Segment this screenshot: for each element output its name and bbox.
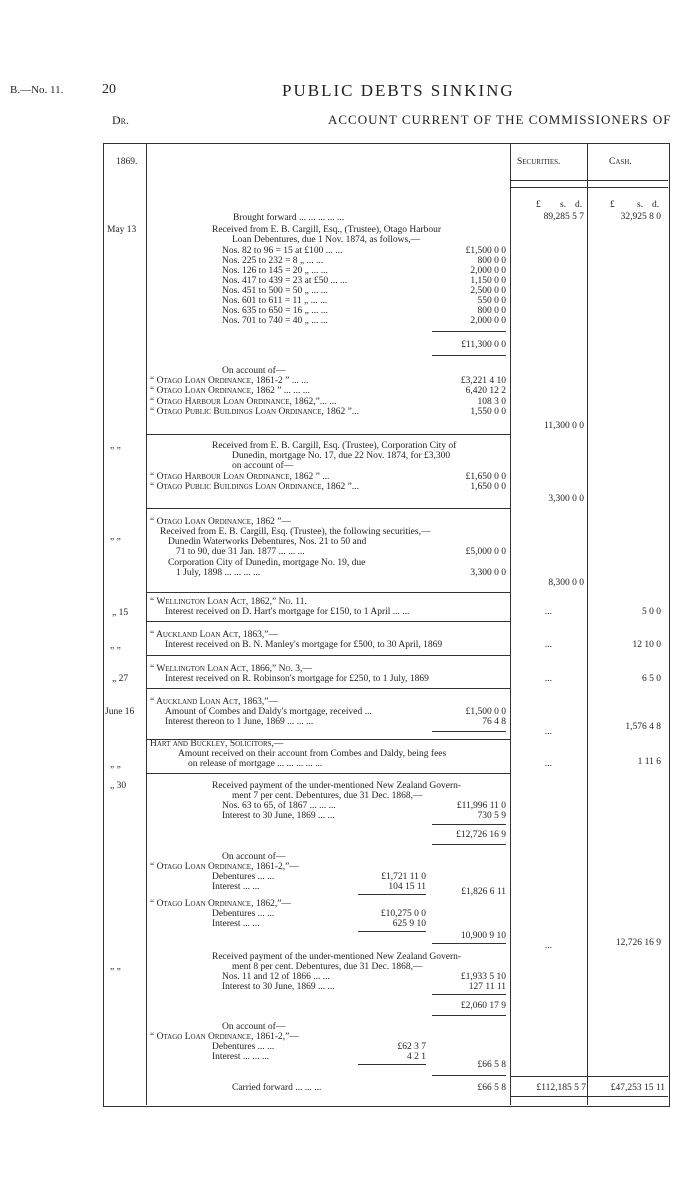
debentures-label: Debentures ... ... [212,909,275,919]
entry-text: Amount received on their account from Combes and Daldy, being fees [178,749,447,759]
debenture-amount: 800 0 0 [477,256,506,266]
debenture-total: £11,300 0 0 [461,340,506,350]
ordinance-line: “ Otago Harbour Loan Ordinance, 1862,”... ... [150,397,337,407]
entry-text: Received from E. B. Cargill, Esq. (Trustee), Corporation City of [212,441,457,451]
entry-text: Loan Debentures, due 1 Nov. 1874, as follows,— [232,235,421,245]
carried-forward-amount: £66 5 8 [477,1083,506,1093]
year-header: 1869. [116,157,138,167]
debenture-line: Nos. 126 to 145 = 20 „ ... ... [222,266,328,276]
row-date: „ 30 [110,781,127,791]
ordinance-amount: 108 3 0 [477,397,506,407]
debenture-amount: 2,000 0 0 [470,316,506,326]
subtotal-rule [432,1075,506,1076]
ordinance-line: “ Otago Loan Ordinance, 1861-2,”— [150,862,299,872]
ordinance-line: “ Otago Loan Ordinance, 1861-2 ” ... ... [150,376,309,386]
row-date: „ 27 [112,674,129,684]
interest-amount: 104 15 11 [388,882,426,892]
entry-text: Dunedin, mortgage No. 17, due 22 Nov. 1874, for £3,300 [232,451,451,461]
ordinance-amount: £1,650 0 0 [465,472,506,482]
entry-text: Received payment of the under-mentioned New Zealand Govern- [212,952,462,962]
act-line: “ Auckland Loan Act, 1863,”— [150,630,278,640]
entry-text: ment 7 per cent. Debentures, due 31 Dec. 1868,— [232,791,423,801]
entry-separator [147,621,510,622]
interest-amount: 127 11 11 [468,982,506,992]
page-title: PUBLIC DEBTS SINKING [282,81,515,100]
debenture-amount: 2,500 0 0 [470,286,506,296]
debenture-line: Nos. 601 to 611 = 11 „ ... ... [222,296,328,306]
subtotal-rule [358,894,426,895]
entry-text: on account of— [232,461,294,471]
ordinance-amount: 1,650 0 0 [470,482,506,492]
payment-total: £2,060 17 9 [460,1001,506,1011]
cash-pence-label: d. [652,200,660,210]
debit-label: Dr. [112,113,130,127]
entry-text: 1 July, 1898 ... ... ... ... [176,568,261,578]
row-date: June 16 [105,707,135,717]
interest-label: Interest ... ... [212,882,260,892]
ordinance-line: “ Otago Loan Ordinance, 1862,”— [150,899,291,909]
row-securities-amount: ... [544,640,552,650]
on-account-label: On account of— [222,366,286,376]
security-amount: £5,000 0 0 [465,547,506,557]
entry-text: Nos. 11 and 12 of 1866 ... ... [222,972,330,982]
row-securities-amount: ... [544,727,552,737]
carried-forward-cash: £47,253 15 11 [610,1083,665,1093]
row-securities-amount: 11,300 0 0 [543,421,584,431]
row-cash-amount: 6 5 0 [642,674,661,684]
entry-text: Received from E. B. Cargill, Esq. (Trustee), the following securities,— [160,527,431,537]
entry-text: Nos. 63 to 65, of 1867 ... ... ... [222,801,336,811]
securities-pound-label: £ [536,200,541,210]
entry-separator [147,773,510,774]
subtotal-rule [432,331,506,332]
row-securities-amount: ... [544,674,552,684]
column-header-rule [510,180,668,181]
entry-separator [147,688,510,689]
entry-text: Interest to 30 June, 1869 ... ... [222,811,335,821]
debentures-amount: £62 3 7 [397,1042,426,1052]
entry-text: Dunedin Waterworks Debentures, Nos. 21 to 50 and [168,537,367,547]
debenture-amount: £1,933 5 10 [460,972,506,982]
date-column-divider [146,143,147,1105]
interest-amount: 625 9 10 [392,919,426,929]
row-date: „ „ [110,532,121,542]
act-line: “ Wellington Loan Act, 1866,” No. 3,— [150,664,312,674]
securities-pence-label: d. [575,200,583,210]
entry-separator [147,592,510,593]
row-securities-amount: ... [544,759,552,769]
debentures-amount: £1,721 11 0 [381,872,426,882]
payment-total: £12,726 16 9 [456,830,506,840]
subtotal-rule [358,1064,426,1065]
cash-shilling-label: s. [637,200,644,210]
interest-amount: 730 5 9 [477,811,506,821]
page-number: 20 [102,82,116,97]
interest-amount: 4 2 1 [407,1052,426,1062]
subtotal-rule [432,731,506,732]
security-amount: 3,300 0 0 [470,568,506,578]
entry-text: 71 to 90, due 31 Jan. 1877 ... ... ... [176,547,305,557]
row-date: „ „ [110,760,121,770]
row-date: „ „ [110,641,121,651]
ordinance-amount: £3,221 4 10 [460,376,506,386]
debentures-label: Debentures ... ... [212,872,275,882]
column-header-rule-2 [510,187,668,188]
securities-column-divider [510,143,511,1105]
total-rule [510,1076,668,1077]
ordinance-subtotal: 10,900 9 10 [460,931,506,941]
interest-amount: 76 4 8 [482,717,506,727]
subtotal-rule [432,943,506,944]
entry-text: Interest received on B. N. Manley's mortgage for £500, to 30 April, 1869 [165,640,443,650]
row-cash-amount: 1,576 4 8 [625,722,661,732]
debenture-amount: 800 0 0 [477,306,506,316]
row-securities-amount: ... [544,607,552,617]
debenture-line: Nos. 417 to 439 = 23 at £50 ... ... [222,276,348,286]
carried-forward-securities: £112,185 5 7 [536,1083,586,1093]
ordinance-amount: 6,420 12 2 [465,386,506,396]
act-line: “ Wellington Loan Act, 1862,” No. 11. [150,597,307,607]
carried-forward-label: Carried forward ... ... ... [232,1083,322,1093]
row-cash-amount: 12,726 16 9 [615,938,661,948]
entry-text: Amount of Combes and Daldy's mortgage, received ... [165,707,372,717]
entry-text: ment 8 per cent. Debentures, due 31 Dec. 1868,— [232,962,423,972]
ordinance-line: “ Otago Loan Ordinance, 1861-2,”— [150,1032,299,1042]
debenture-amount: 550 0 0 [477,296,506,306]
row-date: „ 15 [112,608,129,618]
ordinance-subtotal: £1,826 6 11 [461,887,506,897]
ordinance-subtotal: £66 5 8 [477,1060,506,1070]
row-securities-amount: 8,300 0 0 [548,578,584,588]
subtotal-rule [432,994,506,995]
on-account-label: On account of— [222,1022,286,1032]
ordinance-line: “ Otago Public Buildings Loan Ordinance, 1862 ”... [150,407,359,417]
entry-text: Corporation City of Dunedin, mortgage No. 19, due [168,558,366,568]
ordinance-line: “ Otago Harbour Loan Ordinance, 1862 ” ... [150,472,330,482]
debenture-amount: 1,150 0 0 [470,276,506,286]
debenture-amount: 2,000 0 0 [470,266,506,276]
subtotal-rule [432,1015,506,1016]
page-subtitle: ACCOUNT CURRENT OF THE COMMISSIONERS OF [328,112,672,127]
debenture-line: Nos. 82 to 96 = 15 at £100 ... ... [222,246,343,256]
brought-forward-cash: 32,925 8 0 [620,212,661,222]
subtotal-rule [432,824,506,825]
debenture-amount: £11,996 11 0 [456,801,506,811]
solicitors-line: Hart and Buckley, Solicitors,— [150,739,284,749]
row-securities-amount: ... [544,941,552,951]
interest-label: Interest ... ... ... [212,1052,269,1062]
ordinance-line: “ Otago Loan Ordinance, 1862 ”— [150,517,291,527]
row-date: „ „ [110,441,121,451]
debenture-amount: £1,500 0 0 [465,246,506,256]
securities-header: Securities. [517,157,561,167]
debentures-amount: £10,275 0 0 [380,909,426,919]
row-securities-amount: 3,300 0 0 [548,494,584,504]
total-rule [510,1096,668,1097]
on-account-label: On account of— [222,852,286,862]
brought-forward-securities: 89,285 5 7 [543,212,584,222]
row-date: „ „ [110,962,121,972]
entry-text: on release of mortgage ... ... ... ... ... [188,759,323,769]
act-line: “ Auckland Loan Act, 1863,”— [150,697,278,707]
subtotal-rule [432,355,506,356]
ordinance-line: “ Otago Loan Ordinance, 1862 ” ... ... ... [150,386,310,396]
entry-separator [147,508,510,509]
entry-text: Received payment of the under-mentioned New Zealand Govern- [212,781,462,791]
cash-header: Cash. [609,157,632,167]
securities-shilling-label: s. [560,200,567,210]
ordinance-amount: 1,550 0 0 [470,407,506,417]
document-reference: B.—No. 11. [10,84,64,96]
entry-text: Interest to 30 June, 1869 ... ... [222,982,335,992]
ordinance-line: “ Otago Public Buildings Loan Ordinance, 1862 ”... [150,482,359,492]
entry-separator [147,655,510,656]
debenture-line: Nos. 225 to 232 = 8 „ ... ... [222,256,324,266]
entry-text: Received from E. B. Cargill, Esq., (Trustee), Otago Harbour [212,225,442,235]
debenture-line: Nos. 701 to 740 = 40 „ ... ... [222,316,328,326]
entry-text: Interest received on D. Hart's mortgage for £150, to 1 April ... ... [165,607,410,617]
entry-text: Interest received on R. Robinson's mortgage for £250, to 1 July, 1869 [165,674,429,684]
mortgage-amount: £1,500 0 0 [465,707,506,717]
debenture-line: Nos. 451 to 500 = 50 „ ... ... [222,286,328,296]
entry-text: Interest thereon to 1 June, 1869 ... ... ... [165,717,314,727]
entry-separator [147,434,510,435]
cash-column-divider [587,143,588,1105]
row-cash-amount: 5 0 0 [642,607,661,617]
brought-forward-label: Brought forward ... ... ... ... ... [233,213,345,223]
cash-pound-label: £ [610,200,615,210]
subtotal-rule [432,844,506,845]
row-date: May 13 [107,225,137,235]
debenture-line: Nos. 635 to 650 = 16 „ ... ... [222,306,328,316]
subtotal-rule [358,931,426,932]
row-cash-amount: 1 11 6 [637,757,661,767]
row-cash-amount: 12 10 0 [632,640,661,650]
debentures-label: Debentures ... ... [212,1042,275,1052]
interest-label: Interest ... ... [212,919,260,929]
